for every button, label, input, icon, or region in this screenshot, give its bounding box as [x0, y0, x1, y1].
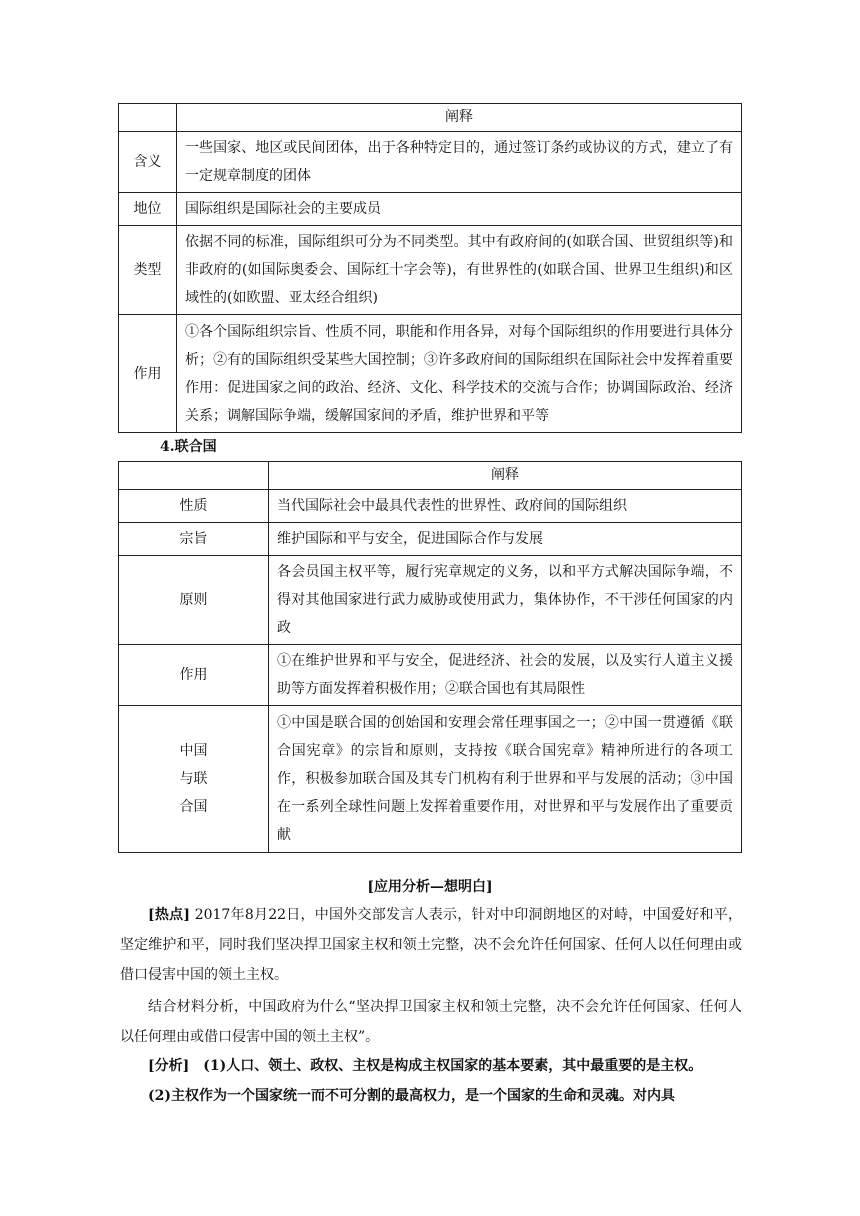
- analysis-paragraph-1: [120, 1051, 742, 1081]
- table2-text-principles: 各会员国主权平等，履行宪章规定的义务，以和平方式解决国际争端，不得对其他国家进行武力威胁或使用武力，集体协作，不干涉任何国家的内政: [269, 556, 742, 645]
- table2-text-purpose: 维护国际和平与安全，促进国际合作与发展: [269, 523, 742, 556]
- table2-label-purpose: 宗旨: [119, 523, 269, 556]
- china-un-label-line3: 合国: [179, 799, 208, 815]
- analysis-label: [分析]: [148, 1058, 190, 1074]
- table1-header: 阐释: [177, 104, 742, 132]
- table2-label-china-un: [119, 706, 269, 853]
- table2-header: 阐释: [269, 462, 742, 490]
- table1-label-status: 地位: [119, 193, 177, 226]
- table1-text-role: ①各个国际组织宗旨、性质不同，职能和作用各异，对每个国际组织的作用要进行具体分析；②有的国际组织受某些大国控制；③许多政府间的国际组织在国际社会中发挥着重要作用：促进国家之间的政治、经济、文化、科学技术的交流与合作；协调国际政治、经济关系；调解国际争端，缓解国家间的矛盾，维护世界和平等: [177, 315, 742, 433]
- table1-text-status: 国际组织是国际社会的主要成员: [177, 193, 742, 226]
- united-nations-table: [118, 461, 742, 853]
- table2-text-role: ①在维护世界和平与安全，促进经济、社会的发展，以及实行人道主义援助等方面发挥着积极作用；②联合国也有其局限性: [269, 645, 742, 706]
- table1-label-role: 作用: [119, 315, 177, 433]
- apply-analysis-title: [应用分析—想明白]: [367, 879, 493, 895]
- table2-corner-cell: [119, 462, 269, 490]
- hot-topic-label: [热点]: [148, 907, 190, 923]
- analysis-paragraph-2: (2)主权作为一个国家统一而不可分割的最高权力，是一个国家的生命和灵魂。对内具: [148, 1088, 675, 1104]
- section-title-un: 4.联合国: [160, 439, 217, 455]
- international-organization-table: [118, 103, 742, 433]
- table1-label-types: 类型: [119, 226, 177, 315]
- table2-text-china-un: ①中国是联合国的创始国和安理会常任理事国之一；②中国一贯遵循《联合国宪章》的宗旨和原则，支持按《联合国宪章》精神所进行的各项工作，积极参加联合国及其专门机构有利于世界和平与发展的活动；③中国在一系列全球性问题上发挥着重要作用，对世界和平与发展作出了重要贡献: [269, 706, 742, 853]
- table1-text-types: 依据不同的标准，国际组织可分为不同类型。其中有政府间的(如联合国、世贸组织等)和非政府的(如国际奥委会、国际红十字会等)，有世界性的(如联合国、世界卫生组织)和区域性的(如欧盟、亚太经合组织): [177, 226, 742, 315]
- table1-label-meaning: 含义: [119, 132, 177, 193]
- hot-topic-paragraph: [120, 900, 742, 990]
- analysis-point-1: (1)人口、领土、政权、主权是构成主权国家的基本要素，其中最重要的是主权。: [189, 1058, 703, 1074]
- table2-label-role: 作用: [119, 645, 269, 706]
- china-un-label-line1: 中国: [179, 743, 208, 759]
- table1-text-meaning: 一些国家、地区或民间团体，出于各种特定目的，通过签订条约或协议的方式，建立了有一定规章制度的团体: [177, 132, 742, 193]
- table1-corner-cell: [119, 104, 177, 132]
- question-paragraph: 结合材料分析，中国政府为什么“坚决捍卫国家主权和领土完整，决不会允许任何国家、任何人以任何理由或借口侵害中国的领土主权”。: [120, 999, 742, 1045]
- table2-text-nature: 当代国际社会中最具代表性的世界性、政府间的国际组织: [269, 490, 742, 523]
- table2-label-principles: 原则: [119, 556, 269, 645]
- hot-topic-text: 2017年8月22日，中国外交部发言人表示，针对中印洞朗地区的对峙，中国爱好和平，坚定维护和平，同时我们坚决捍卫国家主权和领土完整，决不会允许任何国家、任何人以任何理由或借口侵害中国的领土主权。: [120, 907, 742, 983]
- china-un-label-line2: 与联: [179, 771, 208, 787]
- table2-label-nature: 性质: [119, 490, 269, 523]
